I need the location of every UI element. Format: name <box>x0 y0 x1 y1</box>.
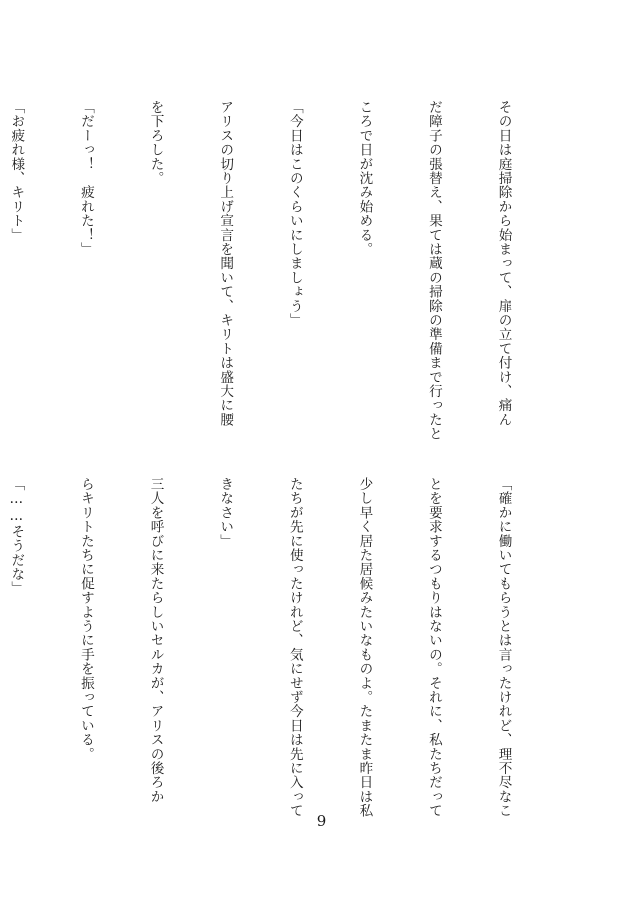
text-line: アリスの切り上げ宣言を聞いて、キリトは盛大に腰 <box>217 100 234 427</box>
text-line: 「今日はこのくらいにしましょう」 <box>286 100 303 328</box>
page-number: 9 <box>316 812 327 830</box>
text-line: 「確かに働いてもらうとは言ったけれど、理不尽なこ <box>495 477 512 818</box>
text-line: 「だーっ！ 疲れた！」 <box>77 100 94 257</box>
text-line: きなさい」 <box>217 477 234 548</box>
text-line: 少し早く居た居候みたいなものよ。たまたま昨日は私 <box>356 477 373 818</box>
text-line: を下ろした。 <box>147 100 164 186</box>
lower-text-block <box>0 477 561 829</box>
text-line: だ障子の張替え、果ては蔵の掃除の準備まで行ったと <box>425 100 442 441</box>
text-line: その日は庭掃除から始まって、扉の立て付け、痛ん <box>495 100 512 427</box>
text-line: ころで日が沈み始める。 <box>356 100 373 257</box>
text-line: とを要求するつもりはないの。それに、私たちだって <box>425 477 442 818</box>
text-line: 「……そうだな」 <box>8 477 25 596</box>
text-line: 三人を呼びに来たらしいセルカが、アリスの後ろか <box>147 477 164 804</box>
upper-text-block <box>0 100 561 452</box>
text-line: 「お疲れ様、キリト」 <box>8 100 25 242</box>
text-line: たちが先に使ったけれど、気にせず今日は先に入って <box>286 477 303 818</box>
text-line: らキリトたちに促すように手を振っている。 <box>77 477 94 761</box>
